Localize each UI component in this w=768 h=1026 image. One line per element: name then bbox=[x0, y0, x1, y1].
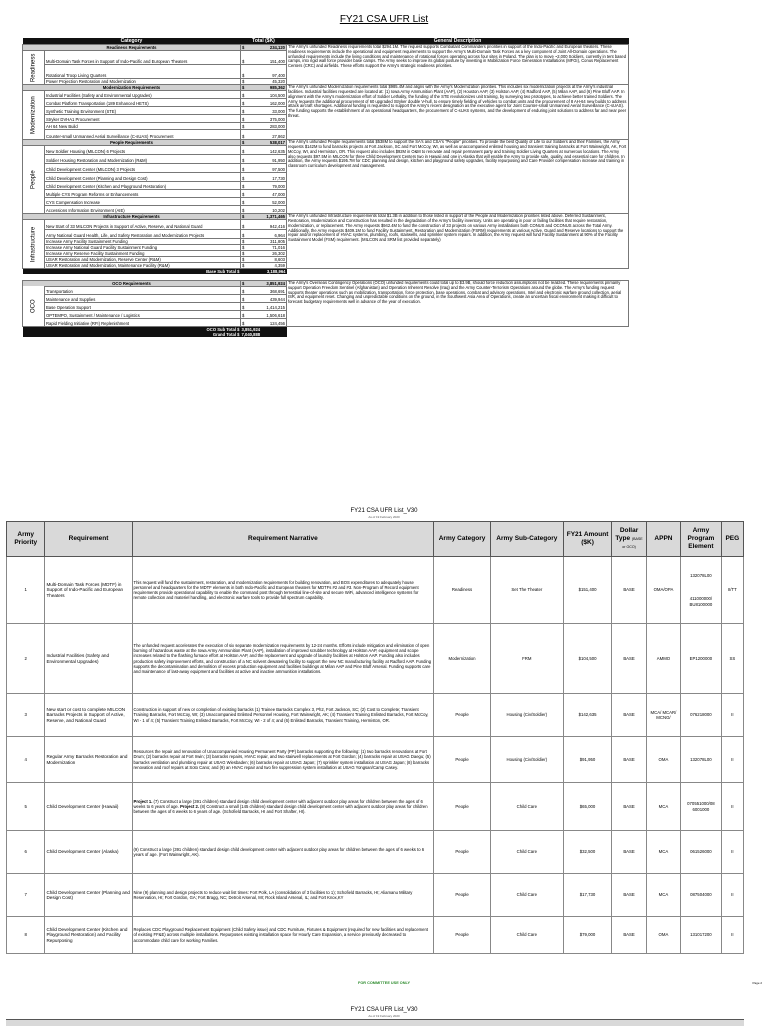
item-amount bbox=[241, 230, 287, 239]
item-amount-value: 97,400 bbox=[272, 73, 285, 78]
currency-sign: $ bbox=[242, 312, 245, 318]
detail-row bbox=[7, 694, 744, 737]
item-name: Combat Platform Transportation (189 Enhanced HETS) bbox=[45, 99, 241, 107]
row-category: People bbox=[434, 831, 491, 874]
summary-title: FY21 CSA UFR List bbox=[339, 14, 429, 25]
row-dollar-type: BASE bbox=[612, 783, 646, 831]
item-amount bbox=[241, 65, 287, 79]
row-narrative: Replaces CDC Playground Replacement Equipment (Child Safety issue) and CDC Furniture, Fixtures & Equipment (required for new facilities and replacement of existing FF&E) across multiple installations. Repurposes existing installation space for Hourly Care Expansion, a service previously decreased to accommodate child care for working Families. bbox=[132, 917, 434, 954]
item-name: Increase Army Reserve Facility Sustainment Funding bbox=[45, 251, 241, 257]
row-amount: $91,950 bbox=[563, 737, 612, 783]
item-amount-value: 27,862 bbox=[272, 134, 285, 140]
row-amount: $79,000 bbox=[563, 917, 612, 954]
item-name: Synthetic Training Environment (STE) bbox=[45, 107, 241, 115]
row-dollar-type: BASE bbox=[612, 831, 646, 874]
row-peg: II bbox=[721, 831, 743, 874]
row-requirement: Child Development Center (Kitchen and Playground Restoration) and Facility Repurposing bbox=[45, 917, 132, 954]
row-dollar-type: BASE bbox=[612, 874, 646, 917]
row-category: People bbox=[434, 874, 491, 917]
detail-title: FY21 CSA UFR List_V30 bbox=[350, 508, 418, 514]
section-heading: Infrastructure Requirements bbox=[23, 214, 241, 220]
row-category: People bbox=[434, 737, 491, 783]
summary-table bbox=[22, 38, 629, 337]
row-requirement: Child Development Center (Alaska) bbox=[45, 831, 132, 874]
currency-sign: $ bbox=[242, 93, 245, 99]
row-category: People bbox=[434, 694, 491, 737]
section-total-value: 538,017 bbox=[269, 140, 285, 146]
row-priority: 4 bbox=[7, 737, 45, 783]
item-amount bbox=[241, 155, 287, 164]
currency-sign: $ bbox=[242, 263, 245, 269]
row-peg: II bbox=[721, 783, 743, 831]
item-amount-value: 311,805 bbox=[270, 239, 285, 245]
committee-footer: FOR COMMITTEE USE ONLY bbox=[358, 981, 410, 985]
item-amount-value: 1,414,215 bbox=[266, 304, 285, 310]
row-requirement: Regular Army Barracks Restoration and Modernization bbox=[45, 737, 132, 783]
currency-sign: $ bbox=[242, 251, 245, 257]
item-amount-value: 439,944 bbox=[269, 296, 285, 302]
currency-sign: $ bbox=[242, 101, 245, 107]
currency-sign: $ bbox=[242, 296, 245, 302]
item-name: Counter-small Unmanned Aerial Surveillance (C-sUAS) Procurement bbox=[45, 130, 241, 140]
section-total-value: 1,371,465 bbox=[266, 214, 285, 220]
page-number: Page 2 bbox=[752, 981, 762, 985]
item-amount bbox=[241, 115, 287, 123]
row-appn: OMA bbox=[646, 737, 680, 783]
currency-sign: $ bbox=[242, 288, 245, 294]
element-code: EP1200000 bbox=[689, 655, 713, 661]
item-name: Base Operation Support bbox=[45, 302, 241, 310]
detail-row bbox=[7, 831, 744, 874]
row-priority: 8 bbox=[7, 917, 45, 954]
item-amount bbox=[241, 190, 287, 198]
item-amount bbox=[241, 310, 287, 318]
narrative-text-1: (7) Construct a large (391 children) standard design child development center with adjacent outdoor play areas for children between the ages of 6 weeks to 6 years of age. bbox=[133, 798, 423, 809]
detail-subtitle: As of 19 February 2020 bbox=[368, 515, 400, 519]
item-amount bbox=[241, 173, 287, 182]
item-amount-value: 17,730 bbox=[272, 176, 285, 182]
row-subcategory: Child Care bbox=[490, 831, 563, 874]
row-dollar-type: BASE bbox=[612, 624, 646, 694]
row-narrative: Construction in support of new or completion of existing barracks (1) Trainee Barracks Complex 3, Ph2, Fort Jackson, SC; (2) Cost to Complete; Transient Training Barracks, Fort McCoy, WI; (3) Unaccompanied Enlisted Personnel Housing, Fort Wainwright, AK; (4) Transient Training Enlisted Barracks, Fort McCoy, WI - 1 of 4; (5) Transient Training Enlisted Barracks, Fort McCoy, WI - 2 of 4; and (6) Enlisted Barracks, Transient Training, Hermiston, OR. bbox=[132, 694, 434, 737]
detail-row bbox=[7, 624, 744, 694]
item-name: Rotational Troop Living Quarters bbox=[45, 65, 241, 79]
item-amount bbox=[241, 302, 287, 310]
section-header-row bbox=[23, 45, 629, 51]
section-total-value: 234,120 bbox=[269, 45, 285, 50]
row-requirement: Industrial Facilities (Safety and Environmental Upgrades) bbox=[45, 624, 132, 694]
currency-sign: $ bbox=[242, 233, 245, 239]
item-amount-value: 4,359 bbox=[274, 263, 285, 269]
currency-sign: $ bbox=[242, 224, 245, 230]
item-name: Increase Army National Guard Facility Sustainment Funding bbox=[45, 245, 241, 251]
item-name: CYS Compensation Increase bbox=[45, 198, 241, 206]
item-amount bbox=[241, 123, 287, 130]
row-subcategory: Housing (Civ/Soldier) bbox=[490, 737, 563, 783]
col-requirement: Requirement bbox=[45, 522, 132, 557]
row-element bbox=[681, 737, 721, 783]
item-amount bbox=[241, 130, 287, 140]
row-narrative: Nine (9) planning and design projects to reduce wait list times: Fort Polk, LA (consolidation of 3 facilities to 1); Schofield Barracks, HI; Aliamanu Military Reservation, HI; Fort Gordon, GA; Fort Bragg, NC; Detroit Arsenal, MI; Rock Island Arsenal, IL; and Fort Knox,KY bbox=[132, 874, 434, 917]
item-amount-value: 91,950 bbox=[272, 158, 285, 164]
col-peg: PEG bbox=[721, 522, 743, 557]
detail-page bbox=[0, 503, 768, 1003]
row-peg: II/TT bbox=[721, 557, 743, 624]
item-amount-value: 104,500 bbox=[269, 93, 285, 99]
item-amount-value: 942,416 bbox=[269, 224, 285, 230]
currency-sign: $ bbox=[242, 320, 245, 326]
row-category: People bbox=[434, 917, 491, 954]
currency-sign: $ bbox=[242, 158, 245, 164]
currency-sign: $ bbox=[242, 140, 245, 146]
grand-total-blank bbox=[287, 332, 629, 337]
row-appn: AMMO bbox=[646, 624, 680, 694]
header-total: Total ($K) bbox=[241, 38, 287, 45]
item-amount-value: 124,456 bbox=[269, 320, 285, 326]
row-amount: $151,400 bbox=[563, 557, 612, 624]
item-amount-value: 1,506,618 bbox=[266, 312, 285, 318]
next-page-subtitle: As of 19 February 2020 bbox=[368, 1014, 400, 1018]
section-header-row bbox=[23, 140, 629, 146]
row-element bbox=[681, 874, 721, 917]
row-requirement: New start or cost to complete MILCON Barracks Projects in Support of Active, Reserve, and National Guard bbox=[45, 694, 132, 737]
section-header-row bbox=[23, 280, 629, 286]
detail-row bbox=[7, 737, 744, 783]
row-subcategory: FRM bbox=[490, 624, 563, 694]
row-priority: 5 bbox=[7, 783, 45, 831]
item-name: Industrial Facilities (Safety and Environmental Upgrades) bbox=[45, 91, 241, 99]
row-narrative: This request will fund the sustainment, restoration, and modernization requirements for building renovation, and BOS expenditures to adequately house personnel and headquarters for the MDTF elements in both Indo-Pacific and European theaters for MDTFs #2 and #3. Non-Program of Record equipment requirements provide operational capability to enable the command post through terrestrial line-of-site and secure WiFi, advanced intelligence systems for remote collection and materiel handling, and electronic warfare tools to provide full spectrum capability. bbox=[132, 557, 434, 624]
row-peg: II bbox=[721, 874, 743, 917]
row-requirement: Child Development Center (Hawaii) bbox=[45, 783, 132, 831]
section-description: The Army's unfunded Infrastructure requirements total $1.3B in addition to those listed in support of the People and Modernization priorities listed above. Deferred Sustainment, Restoration, Modernization and Construction has resulted in the degradation of the Army's facility inventory. Units are operating in poor or failing facilities that require restoration, modernization, or replacement. The Army requests $942.4M to fund the construction of 33 projects on various Army installations both CONUS and OCONUS across the Total Army. Additionally, the Army requests $409.1M to fund Facility Sustainment, Restoration and Modernization (FSRM) requirements at various Active, Guard and Reserve locations to support the repair and/or replacement of HVAC systems, plumbing, roofs, stairwells, and sprinkler system repairs. In addition, the Army request will fund Facility Sustainment at 90% of the Facility Sustainment Model (FSM) requirement. (MILCON and SRM list provided separately) bbox=[287, 214, 629, 269]
section-description: The Army's unfunded Readiness requirements total $294.1M. The request supports Combatant Commanders priorities in support of the Indo-Pacific and European theaters. These readiness requirements include the operational and equipment requirements to support the Army's Multi-Domain Task Forces as a key component of Joint All-Domain operations. The unfunded requirements include the living conditions and maintenance of rotational forces operating across four sites in Poland. The plan is to move ~2,000 Soldiers, currently in tent based camps, into rigid wall force provider base camps. The Army seeks to improve its global posture by investing in Mobilization Force Generation Installations (MFGI), Conus Replacement Centers (CRC) and airfields. These efforts support the Army's strategic readiness priorities. bbox=[287, 45, 629, 85]
row-priority: 3 bbox=[7, 694, 45, 737]
row-dollar-type: BASE bbox=[612, 737, 646, 783]
col-dollar-type-note: (BASE or OCO) bbox=[622, 537, 643, 549]
row-peg: II bbox=[721, 917, 743, 954]
currency-sign: $ bbox=[242, 245, 245, 251]
col-dollar-type-label: Dollar Type bbox=[615, 527, 639, 543]
item-name: New Start of 33 MILCON Projects in Support of Active, Reserve, and National Guard bbox=[45, 220, 241, 230]
row-element bbox=[681, 624, 721, 694]
item-amount bbox=[241, 107, 287, 115]
category-label: Readiness bbox=[23, 51, 45, 85]
item-name: Multiple CYS Program Reforms or Enhancements bbox=[45, 190, 241, 198]
element-code-2: 411000000/ BU8100000 bbox=[689, 596, 713, 607]
currency-sign: $ bbox=[242, 109, 245, 115]
category-label: OCO bbox=[23, 286, 45, 326]
item-name: Stryker DVHA1 Procurement bbox=[45, 115, 241, 123]
detail-row bbox=[7, 917, 744, 954]
row-element bbox=[681, 783, 721, 831]
element-code: 076218000 bbox=[690, 712, 712, 718]
row-requirement: Multi-Domain Task Forces (MDTF) in Support of Indo-Pacific and European Theaters bbox=[45, 557, 132, 624]
currency-sign: $ bbox=[242, 59, 245, 64]
item-name: AH 64 New Build bbox=[45, 123, 241, 130]
grand-total-value: 7,040,888 bbox=[241, 332, 287, 337]
row-narrative bbox=[132, 783, 434, 831]
currency-sign: $ bbox=[242, 257, 245, 263]
row-appn: MCA bbox=[646, 783, 680, 831]
section-description: The Army's unfunded People requirements total $538M to support the SA's and CSA's "People" priorities. To provide the best Quality of Life to our Soldiers and their Families, the Army requests $142M to fund barracks projects at Fort Jackson, SC and Fort McCoy, WI, as well as unaccompanied enlisted housing and transient training barracks at Fort Wainwright, AK, Fort McCoy, WI, and Hermiston, OR. This request also includes $92M in O&M to renovate and repair permanent party and training Soldier Living Quarters at numerous locations. The Army also requests $97.5M in MILCON for three Child Development Centers two in Hawaii and one in Alaska that will enable the Army to provide safe, quality, and essential care for children. In addition, the Army requests $195.7M for CDC planning and design, kitchen and playground safety upgrades, facility repurposing and Care Provider compensation increase and training in classroom curriculum development and management. bbox=[287, 140, 629, 214]
item-name: Accessions Information Environment (AIE) bbox=[45, 206, 241, 214]
section-description: The Army's Overseas Contingency Operations (OCO) unfunded requirements could total up to $3.9B, should force reduction assumptions not be realized. These requirements primarily support Operation Freedom Sentinel (Afghanistan) and Operation Inherent Resolve (Iraq) and the Army Counter-Terrorism Operations around the globe. The Army's funding request supports theater operations such as mobilization, transportation, force protection, base operations, combat and advisory operations, Intel and electronic warfare ground collection, aerial ISR, and equipment reset. Changing and unpredictable conditions on the ground, in the Southwest Asia Area of Operations, create an uncertain fiscal environment making it difficult to forecast budgetary requirements well in advance of the year of execution. bbox=[287, 280, 629, 326]
next-page-title: FY21 CSA UFR List_V30 bbox=[350, 1007, 418, 1013]
currency-sign: $ bbox=[242, 200, 245, 206]
item-amount bbox=[241, 91, 287, 99]
item-amount-value: 52,000 bbox=[272, 200, 285, 206]
row-priority: 7 bbox=[7, 874, 45, 917]
col-narrative: Requirement Narrative bbox=[132, 522, 434, 557]
col-category: Army Category bbox=[434, 522, 491, 557]
section-total-value: 3,851,924 bbox=[266, 280, 285, 286]
row-narrative: Resources the repair and renovation of Unaccompanied Housing Permanent Party (PP) barracks supporting the following: (1) two barracks renovations at Fort Drum; (2) barracks repair at Fort Irwin; (3) barracks repairs, HVAC repair, and two stairwell replacements at Fort Gordon; (4) barracks repair at USAG Daegu; (5) barracks ventilation and plumbing repair at USAG Wiesbaden; (6) barracks repair at USAG Japan; (7) sprinkler system installation at USAG Japan; (8) barracks renovation and roof repairs at Soto Cano; and (9) an HVAC repair and two fire suppression system installation at USAG Yongsan/Camp Casey. bbox=[132, 737, 434, 783]
element-code: 132078L00 bbox=[690, 573, 712, 579]
row-peg: SS bbox=[721, 624, 743, 694]
section-heading: Readiness Requirements bbox=[23, 45, 241, 51]
col-priority: Army Priority bbox=[7, 522, 45, 557]
section-description: The Army's unfunded Modernization requirements total $985.4M and aligns with the Army's Modernization priorities. This includes six modernization projects at the Army's industrial facilities. Industrial facilities requested are located at: (1) Iowa Army Ammunition Plant (AAP), (2) Houston AAP, (3) Holston AAP, (4) Radford AAP, (5) Milan AAP, and (6) Pine Bluff AAP. In alignment with the Army's modernization effort of Soldier Lethality, the funding of the STE revolutionizes unit training, by surveying two prototypes, to achieve better trained Soldiers. The Army requests the additional procurement of 60 upgraded Stryker double V-hull, to ensure timely fielding of vehicles to combat units and the procurement of 8 AH-64 new builds to address attack aircraft shortages. Additional funding is requested to support the Army's recent designation as the executive agent for Joint Counter-small Unmanned Aerial Surveillance (C-sUAS). The funding supports the establishment of an operational headquarters, the procurement of C-sUAS systems, and the development of enduring joint solutions to address far and near peer threat. bbox=[287, 85, 629, 140]
row-amount: $65,000 bbox=[563, 783, 612, 831]
detail-row bbox=[7, 874, 744, 917]
row-narrative: The unfunded request accelerates the execution of six separate modernization requirements by 12-24 months. Efforts include mitigation and elimination of open burning of hazardous waste at the Iowa Army Ammunition Plant (AAP), installation of improved scrubber technology at Holston AAP, equipment and scope increases related to the flashing furnace effort at Holston AAP, and the replacement and upgrade of laundry facilities at Holston AAP. Funding also includes production safety improvement efforts, and construction of a NC solvent dewatering facility to support the new NC manufacturing facility at Radford AAP. Funding supports the decontamination and demolition of excess production equipment and facilities buildings at Milan AAP and Pine Bluff Arsenal. Funding supports care and maintenance of last-away equipment and facilities at active and inactive ammunition installations. bbox=[132, 624, 434, 694]
section-heading: OCO Requirements bbox=[23, 280, 241, 286]
row-subcategory: Child Care bbox=[490, 874, 563, 917]
grand-total-row bbox=[23, 332, 629, 337]
currency-sign: $ bbox=[242, 214, 245, 220]
item-name: Increase Army Facility Sustainment Funding bbox=[45, 239, 241, 245]
item-amount-value: 33,000 bbox=[272, 109, 285, 115]
oco-subtotal-value: 3,851,924 bbox=[241, 326, 287, 332]
row-subcategory: Housing (Civ/Soldier) bbox=[490, 694, 563, 737]
item-name: USAR Restoration and Modernization, Reserve Center (R&M) bbox=[45, 257, 241, 263]
element-code: 070551000/08 6001000 bbox=[687, 801, 715, 812]
currency-sign: $ bbox=[242, 117, 245, 123]
row-priority: 2 bbox=[7, 624, 45, 694]
col-subcategory: Army Sub-Category bbox=[490, 522, 563, 557]
item-amount-value: 6,964 bbox=[274, 233, 285, 239]
row-dollar-type: BASE bbox=[612, 557, 646, 624]
row-amount: $142,635 bbox=[563, 694, 612, 737]
row-category: People bbox=[434, 783, 491, 831]
item-name: Child Development Center (Kitchen and Playground Restoration) bbox=[45, 182, 241, 190]
item-amount bbox=[241, 146, 287, 155]
currency-sign: $ bbox=[242, 239, 245, 245]
currency-sign: $ bbox=[242, 184, 245, 190]
row-category: Modernization bbox=[434, 624, 491, 694]
item-name: Multi-Domain Task Forces in Support of Indo-Pacific and European Theaters bbox=[45, 51, 241, 65]
row-priority: 6 bbox=[7, 831, 45, 874]
row-amount: $104,500 bbox=[563, 624, 612, 694]
section-heading: People Requirements bbox=[23, 140, 241, 146]
row-appn: MCA bbox=[646, 874, 680, 917]
header-description: General Description bbox=[287, 38, 629, 45]
row-peg: II bbox=[721, 737, 743, 783]
item-name: Transportation bbox=[45, 286, 241, 294]
item-name: Maintenance and Supplies bbox=[45, 294, 241, 302]
currency-sign: $ bbox=[242, 149, 245, 155]
item-name: Power Projection Restoration and Modernization bbox=[45, 79, 241, 85]
item-amount-value: 26,302 bbox=[272, 251, 285, 257]
item-name: Rapid Fielding Initiative (RFI) Replenishment bbox=[45, 318, 241, 326]
currency-sign: $ bbox=[242, 304, 245, 310]
item-amount bbox=[241, 164, 287, 173]
currency-sign: $ bbox=[242, 45, 245, 50]
row-subcategory: Set The Theater bbox=[490, 557, 563, 624]
item-amount-value: 79,000 bbox=[272, 184, 285, 190]
category-label: Modernization bbox=[23, 91, 45, 140]
page-gap bbox=[0, 475, 768, 503]
row-peg: II bbox=[721, 694, 743, 737]
currency-sign: $ bbox=[242, 167, 245, 173]
element-code: 131017200 bbox=[690, 932, 712, 938]
section-header-row bbox=[23, 214, 629, 220]
item-name: USAR Restoration and Modernization, Maintenance Facility (R&M) bbox=[45, 263, 241, 269]
item-amount bbox=[241, 198, 287, 206]
category-label: People bbox=[23, 146, 45, 214]
row-dollar-type: BASE bbox=[612, 917, 646, 954]
item-amount bbox=[241, 206, 287, 214]
col-dollar-type bbox=[612, 522, 646, 557]
currency-sign: $ bbox=[242, 79, 245, 85]
element-code: 132078L00 bbox=[690, 756, 712, 762]
row-element bbox=[681, 557, 721, 624]
row-requirement: Child Development Center (Planning and Design Cost) bbox=[45, 874, 132, 917]
row-subcategory: Child Care bbox=[490, 917, 563, 954]
row-priority: 1 bbox=[7, 557, 45, 624]
item-amount-value: 8,603 bbox=[274, 257, 285, 263]
item-amount-value: 97,500 bbox=[272, 167, 285, 173]
base-subtotal-label: Base Sub Total $ bbox=[23, 269, 241, 275]
narrative-project-2: Project 2. bbox=[180, 803, 199, 809]
row-amount: $32,500 bbox=[563, 831, 612, 874]
currency-sign: $ bbox=[242, 176, 245, 182]
base-subtotal-value: 3,188,964 bbox=[241, 269, 287, 275]
section-header-row bbox=[23, 85, 629, 91]
narrative-project-1: Project 1. bbox=[133, 798, 153, 804]
next-page bbox=[0, 1003, 768, 1024]
row-appn: MCA/ MCAR/ MCNG/ bbox=[646, 694, 680, 737]
detail-row bbox=[7, 783, 744, 831]
item-amount-value: 45,320 bbox=[272, 79, 285, 85]
item-name: Child Development Center (Planning and Design Cost) bbox=[45, 173, 241, 182]
item-amount-value: 10,202 bbox=[272, 208, 285, 214]
row-amount: $17,730 bbox=[563, 874, 612, 917]
item-name: OPTEMPO, Sustainment / Maintenance / Logistics bbox=[45, 310, 241, 318]
narrative-text-2: (8) Construct a small (145 children) standard design child development center with adjacent outdoor play areas for children between the ages of 6 weeks to 6 years of age. (Schofield Barracks, HI and Fort Shafter, HI). bbox=[133, 803, 428, 815]
item-amount bbox=[241, 286, 287, 294]
item-amount-value: 151,400 bbox=[269, 59, 285, 64]
col-element: Army Program Element bbox=[681, 522, 721, 557]
currency-sign: $ bbox=[242, 124, 245, 130]
item-amount bbox=[241, 318, 287, 326]
col-amount: FY21 Amount ($K) bbox=[563, 522, 612, 557]
section-total-value: 985,362 bbox=[269, 85, 285, 91]
summary-page bbox=[0, 0, 768, 475]
item-amount-value: 71,016 bbox=[272, 245, 285, 251]
item-amount bbox=[241, 294, 287, 302]
row-category: Readiness bbox=[434, 557, 491, 624]
item-amount-value: 47,000 bbox=[272, 192, 285, 198]
item-amount-value: 142,635 bbox=[269, 149, 285, 155]
category-label: Infrastructure bbox=[23, 220, 45, 269]
next-page-header-strip bbox=[6, 1019, 744, 1026]
currency-sign: $ bbox=[242, 73, 245, 78]
detail-table bbox=[6, 521, 744, 954]
item-amount-value: 162,000 bbox=[269, 101, 285, 107]
item-amount bbox=[241, 182, 287, 190]
item-amount bbox=[241, 220, 287, 230]
item-amount bbox=[241, 51, 287, 65]
element-code: 061526000 bbox=[690, 849, 712, 855]
detail-row bbox=[7, 557, 744, 624]
item-amount-value: 368,691 bbox=[269, 288, 285, 294]
col-appn: APPN bbox=[646, 522, 680, 557]
item-amount bbox=[241, 99, 287, 107]
item-amount-value: 283,000 bbox=[269, 124, 285, 130]
currency-sign: $ bbox=[242, 208, 245, 214]
row-subcategory: Child Care bbox=[490, 783, 563, 831]
item-name: Soldier Housing Restoration and Modernization (R&M) bbox=[45, 155, 241, 164]
item-name: Child Development Center (MILCON) 3 Projects bbox=[45, 164, 241, 173]
currency-sign: $ bbox=[242, 280, 245, 286]
item-name: New Soldier Housing (MILCON) 6 Projects bbox=[45, 146, 241, 155]
row-appn: MCA bbox=[646, 831, 680, 874]
row-element bbox=[681, 831, 721, 874]
currency-sign: $ bbox=[242, 134, 245, 140]
grand-total-label: Grand Total $ bbox=[23, 332, 241, 337]
currency-sign: $ bbox=[242, 192, 245, 198]
row-appn: OMA bbox=[646, 917, 680, 954]
row-element bbox=[681, 917, 721, 954]
element-code: 087504000 bbox=[690, 892, 712, 898]
row-element bbox=[681, 694, 721, 737]
oco-subtotal-label: OCO Sub Total $ bbox=[23, 326, 241, 332]
row-narrative: (9) Construct a large (391 children) standard design child development center with adjacent outdoor play areas for children between the ages of 6 weeks to 6 years of age. (Fort Wainwright, AK). bbox=[132, 831, 434, 874]
row-appn: OMA/OPA bbox=[646, 557, 680, 624]
currency-sign: $ bbox=[242, 85, 245, 91]
row-dollar-type: BASE bbox=[612, 694, 646, 737]
header-category: Category bbox=[23, 38, 241, 45]
item-name: Army National Guard Health, Life, and Safety Restoration and Modernization Projects bbox=[45, 230, 241, 239]
item-amount-value: 375,000 bbox=[269, 117, 285, 123]
section-heading: Modernization Requirements bbox=[23, 85, 241, 91]
